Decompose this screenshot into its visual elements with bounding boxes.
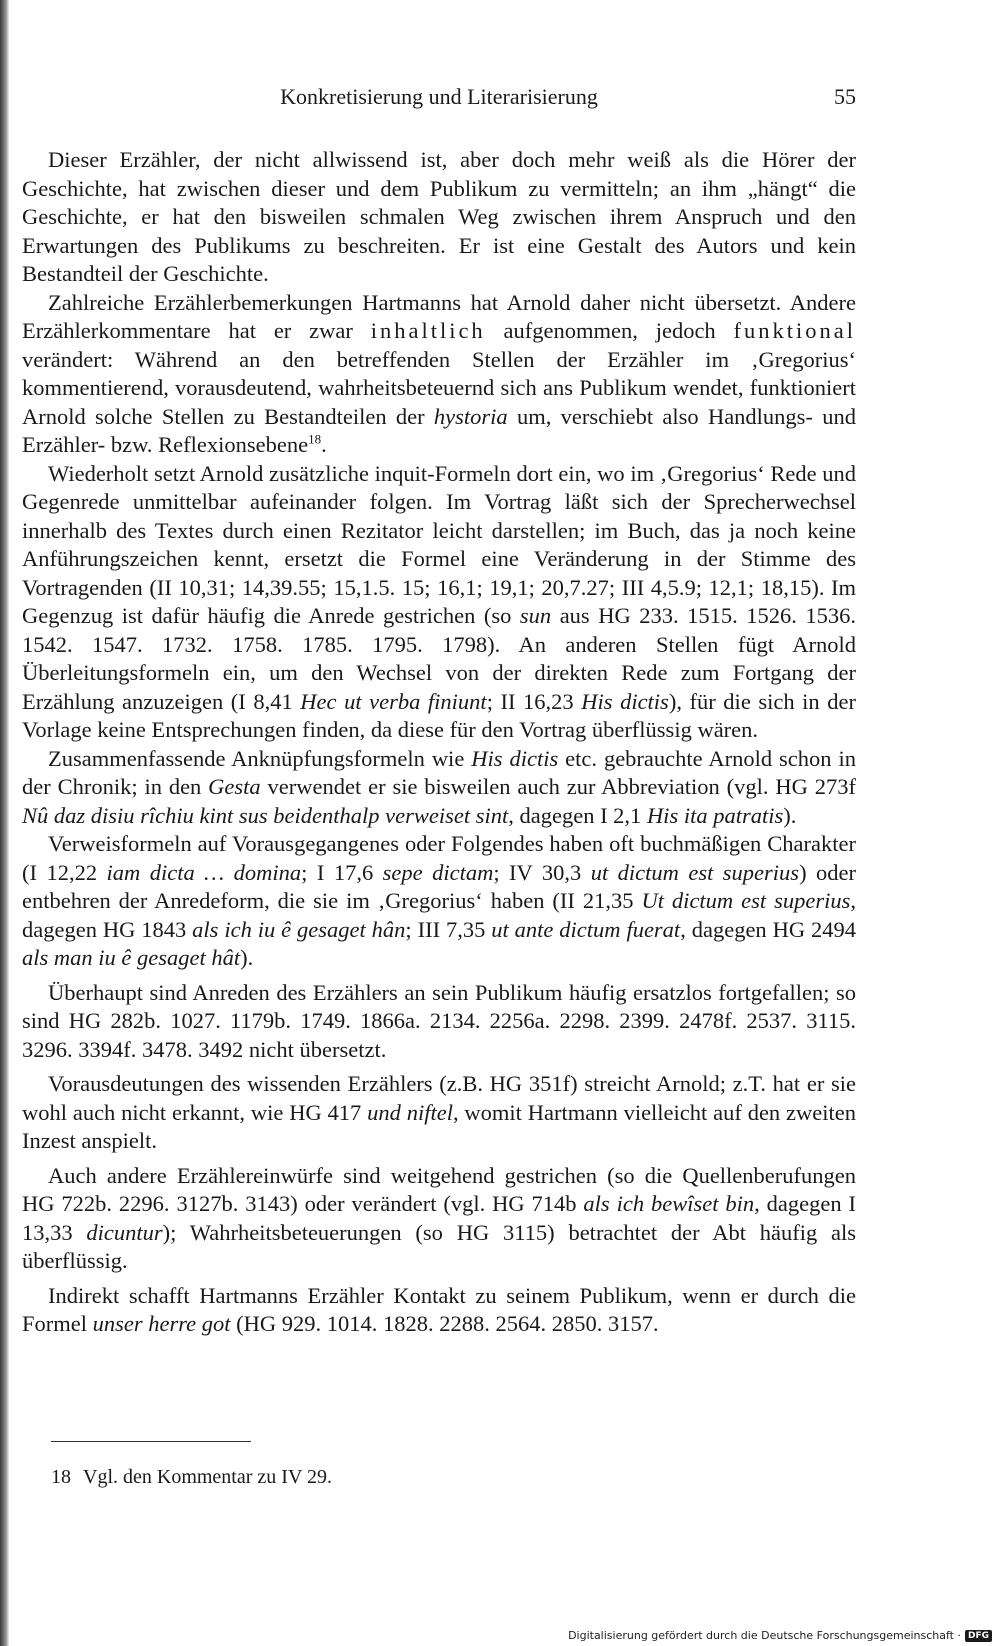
paragraph <box>22 146 856 289</box>
italic-text: Gesta <box>208 774 261 799</box>
text-segment: ; I 17,6 <box>301 859 383 885</box>
text-segment: verändert: Während an den betreffenden Stellen der Erzähler im ‚Gregorius‘ kommentierend, vorausdeutend, wahrheitsbeteuernd sich ans Publikum wendet, funktioniert Arnold solche Stellen zu Bestandteilen der <box>22 346 856 429</box>
italic-text: unser herre got <box>92 1311 231 1336</box>
dfg-logo: DFG <box>965 1630 992 1642</box>
text-segment: ; IV 30,3 <box>493 859 591 885</box>
italic-text: His ita patratis <box>646 802 784 828</box>
text-segment: Dieser Erzähler, der nicht allwissend ist, aber doch mehr weiß als die Hörer der Geschichte, hat zwischen dieser und dem Publikum zu vermitteln; an ihm „hängt“ die Geschichte, er hat den bisweilen schmalen Weg zwischen ihrem Anspruch und den Erwartungen des Publikums zu beschreiten. Er ist eine Gestalt des Autors und kein Bestandteil der Geschichte. <box>22 147 856 286</box>
text-segment: etc. gebrauchte Arnold schon in der Chronik; in den <box>22 745 856 799</box>
spaced-text: funktional <box>733 318 857 343</box>
text-segment: Verweisformeln auf Vorausgegangenes oder Folgendes haben oft buchmäßigen Charakter (I 12,22 <box>22 831 856 885</box>
italic-text: als ich iu ê gesaget hân <box>192 916 406 942</box>
text-segment: ; II 16,23 <box>486 688 582 714</box>
text-segment: Zahlreiche Erzählerbemerkungen Hartmanns hat Arnold daher nicht übersetzt. Andere Erzählerkommentare hat er zwar <box>22 289 856 343</box>
text-segment: Wiederholt setzt Arnold zusätzliche inquit-Formeln dort ein, wo im ‚Gregorius‘ Rede und Gegenrede unmittelbar aufeinander folgen. Im Vortrag läßt sich der Sprecherwechsel innerhalb des Textes durch einen Rezitator leicht darstellen; im Buch, das ja noch keine Anführungszeichen kennt, ersetzt die Formel eine Veränderung in der Stimme des Vortragenden (II 10,31; 14,39.55; 15,1.5. 15; 16,1; 19,1; 20,7.27; III 4,5.9; 12,1; 18,15). Im Gegenzug ist dafür häufig die Anrede gestrichen (so <box>22 460 856 628</box>
text-segment: Auch andere Erzählereinwürfe sind weitgehend gestrichen (so die Quellenberufungen HG 722b. 2296. 3127b. 3143) oder verändert (vgl. HG 714b <box>22 1162 856 1216</box>
text-segment: verwendet er sie bisweilen auch zur Abbreviation (vgl. HG 273f <box>260 774 856 799</box>
text-segment: (HG 929. 1014. 1828. 2288. 2564. 2850. 3157. <box>230 1311 659 1336</box>
text-segment: ). <box>240 945 254 970</box>
text-segment: aus HG 233. 1515. 1526. 1536. 1542. 1547. 1732. 1758. 1785. 1795. 1798). An anderen Stellen fügt Arnold Überleitungsformeln ein, um den Wechsel von der direkten Rede zum Fortgang der Erzählung anzuzeigen (I 8,41 <box>22 603 856 714</box>
italic-text: ut dictum est superius <box>590 859 800 885</box>
text-segment: ; III 7,35 <box>405 916 492 942</box>
paragraph <box>22 1070 856 1156</box>
text-segment: Überhaupt sind Anreden des Erzählers an sein Publikum häufig ersatzlos fortgefallen; so sind HG 282b. 1027. 1179b. 1749. 1866a. 2134. 2256a. 2298. 2399. 2478f. 2537. 3115. 3296. 3394f. 3478. 3492 nicht übersetzt. <box>22 979 856 1062</box>
paragraph <box>22 745 856 831</box>
paragraph <box>22 979 856 1065</box>
paragraph <box>22 1162 856 1276</box>
text-segment: , womit Hartmann vielleicht auf den zweiten Inzest anspielt. <box>22 1099 856 1153</box>
running-title: Konkretisierung und Literarisierung <box>280 84 598 109</box>
italic-text: als man iu ê gesaget hât <box>22 945 241 970</box>
text-segment: Indirekt schafft Hartmanns Erzähler Kontakt zu seinem Publikum, wenn er durch die Formel <box>22 1282 856 1336</box>
paragraph <box>22 1282 856 1339</box>
paragraph <box>22 830 856 973</box>
footnote-number: 18 <box>51 1466 71 1488</box>
italic-text: ut ante dictum fuerat <box>491 916 681 942</box>
text-segment: um, verschiebt also Handlungs- und Erzähler- bzw. Reflexionsebene <box>22 403 856 457</box>
italic-text: dicuntur <box>86 1219 163 1245</box>
spaced-text: inhaltlich <box>370 318 486 343</box>
italic-text: Nû daz disiu rîchiu kint sus beidenthalp verweiset sint <box>22 802 509 828</box>
body-text <box>22 146 856 1339</box>
italic-text: sepe dictam <box>382 859 494 885</box>
scan-edge-shadow <box>0 0 9 1646</box>
page-header <box>22 80 856 114</box>
paragraph <box>22 289 856 460</box>
text-segment: Vorausdeutungen des wissenden Erzählers (z.B. HG 351f) streicht Arnold; z.T. hat er sie wohl auch nicht erkannt, wie HG 417 <box>22 1071 856 1125</box>
text-segment: ) oder entbehren der Anredeform, die sie im ‚Gregorius‘ haben (II 21,35 <box>22 859 856 913</box>
paragraph <box>22 460 856 745</box>
italic-text: Ut dictum est superius <box>641 888 851 913</box>
italic-text: hystoria <box>433 403 508 429</box>
page-number: 55 <box>834 84 856 109</box>
italic-text: sun <box>519 603 552 628</box>
footnote <box>51 1466 831 1489</box>
text-segment: , dagegen HG 1843 <box>22 888 856 942</box>
text-segment: ). <box>783 802 797 828</box>
text-segment: ), für die sich in der Vorlage keine Entsprechungen finden, da diese für den Vortrag überflüssig wären. <box>22 688 856 742</box>
italic-text: His dictis <box>471 745 559 771</box>
italic-text: als ich bewîset bin <box>583 1191 755 1216</box>
text-segment: . <box>321 432 327 457</box>
text-segment: ); Wahrheitsbeteuerungen (so HG 3115) betrachtet der Abt häufig als überflüssig. <box>22 1219 857 1273</box>
credit-text: Digitalisierung gefördert durch die Deutsche Forschungsgemeinschaft · <box>568 1629 961 1642</box>
italic-text: Hec ut verba finiunt <box>300 688 487 714</box>
italic-text: iam dicta … domina <box>106 859 302 885</box>
text-segment: aufgenommen, jedoch <box>485 318 734 343</box>
italic-text: His dictis <box>581 688 669 714</box>
text-segment: , dagegen I 13,33 <box>22 1191 856 1245</box>
text-segment: , dagegen HG 2494 <box>680 916 856 942</box>
text-segment: , dagegen I 2,1 <box>508 802 647 828</box>
footnote-separator <box>51 1441 251 1442</box>
digitization-credit <box>568 1629 992 1642</box>
text-segment: Zusammenfassende Anknüpfungsformeln wie <box>48 745 472 771</box>
footnote-text: Vgl. den Kommentar zu IV 29. <box>83 1466 333 1488</box>
footnote-ref: 18 <box>308 431 322 447</box>
italic-text: und niftel <box>367 1099 453 1125</box>
